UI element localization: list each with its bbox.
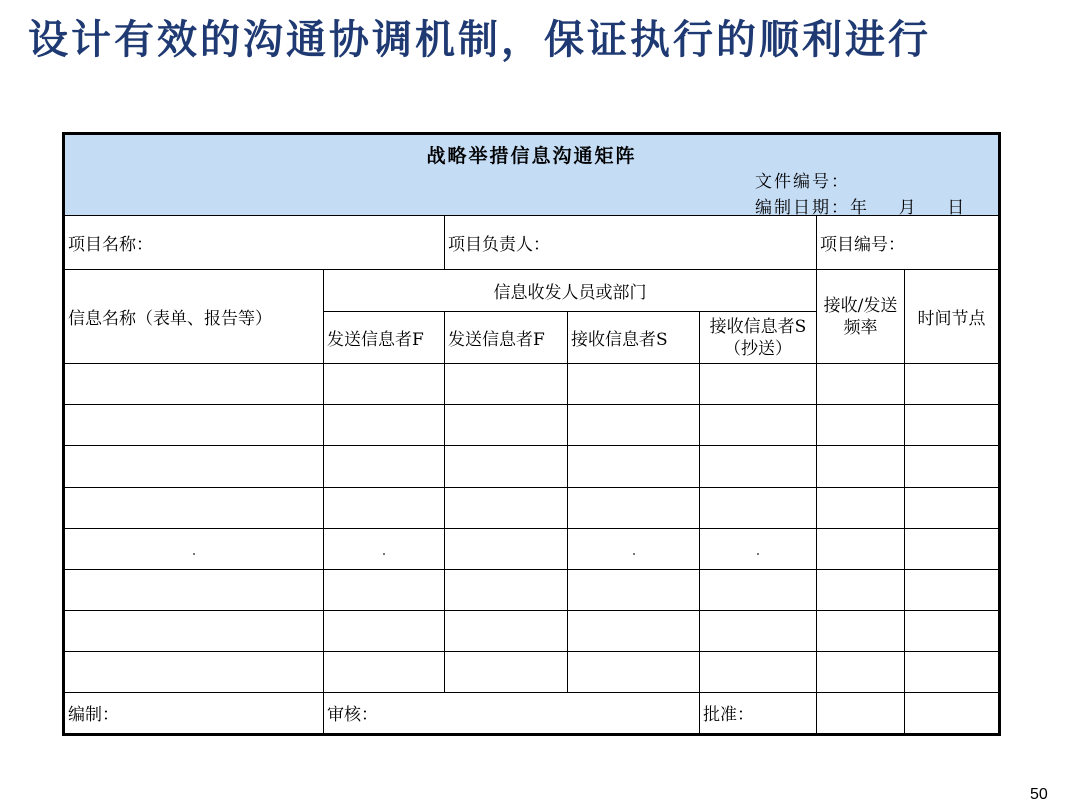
table-row xyxy=(64,364,1000,405)
table-cell[interactable] xyxy=(64,610,324,651)
table-cell[interactable] xyxy=(568,528,700,569)
project-name-cell[interactable] xyxy=(64,216,445,270)
prepared-by-cell[interactable] xyxy=(64,692,324,734)
table-cell[interactable] xyxy=(700,610,817,651)
stray-dot xyxy=(757,553,759,555)
col-info-name: 信息名称（表单、报告等） xyxy=(64,270,324,364)
table-cell[interactable] xyxy=(445,610,568,651)
prepared-date-label: 编制日期：年 月 日 xyxy=(755,198,967,218)
table-cell[interactable] xyxy=(445,405,568,446)
table-cell[interactable] xyxy=(324,610,445,651)
table-cell[interactable] xyxy=(445,651,568,692)
table-cell[interactable] xyxy=(568,610,700,651)
stray-dot xyxy=(383,553,385,555)
table-cell[interactable] xyxy=(324,651,445,692)
col-sender-f2: 发送信息者F xyxy=(445,312,568,364)
table-cell[interactable] xyxy=(905,651,1000,692)
project-info-row xyxy=(64,216,1000,270)
table-cell[interactable] xyxy=(817,692,905,734)
matrix-header xyxy=(64,134,1000,216)
table-row xyxy=(64,405,1000,446)
table-cell[interactable] xyxy=(324,405,445,446)
reviewed-by-cell[interactable] xyxy=(324,692,700,734)
col-sender-f1: 发送信息者F xyxy=(324,312,445,364)
table-cell[interactable] xyxy=(64,528,324,569)
table-cell[interactable] xyxy=(700,569,817,610)
table-cell[interactable] xyxy=(905,364,1000,405)
approved-by-cell[interactable] xyxy=(700,692,817,734)
table-cell[interactable] xyxy=(568,405,700,446)
table-cell[interactable] xyxy=(905,446,1000,487)
project-number-label: 项目编号： xyxy=(820,235,905,256)
table-cell[interactable] xyxy=(905,692,1000,734)
table-cell[interactable] xyxy=(324,364,445,405)
stray-dot xyxy=(193,553,195,555)
table-cell[interactable] xyxy=(700,651,817,692)
approved-by-label: 批准： xyxy=(703,705,754,726)
table-cell[interactable] xyxy=(64,569,324,610)
reviewed-by-label: 审核： xyxy=(327,705,378,726)
table-cell[interactable] xyxy=(324,528,445,569)
table-cell[interactable] xyxy=(905,528,1000,569)
table-cell[interactable] xyxy=(817,651,905,692)
slide-title: 设计有效的沟通协调机制，保证执行的顺利进行 xyxy=(28,17,931,63)
table-cell[interactable] xyxy=(445,528,568,569)
table-cell[interactable] xyxy=(324,569,445,610)
page-number: 50 xyxy=(1030,786,1048,803)
table-cell[interactable] xyxy=(445,364,568,405)
table-row xyxy=(64,528,1000,569)
table-cell[interactable] xyxy=(817,487,905,528)
table-cell[interactable] xyxy=(445,569,568,610)
table-cell[interactable] xyxy=(568,446,700,487)
table-row xyxy=(64,610,1000,651)
table-cell[interactable] xyxy=(568,651,700,692)
signoff-row xyxy=(64,692,1000,734)
table-cell[interactable] xyxy=(64,487,324,528)
table-cell[interactable] xyxy=(568,364,700,405)
table-cell[interactable] xyxy=(700,446,817,487)
table-cell[interactable] xyxy=(700,405,817,446)
table-row xyxy=(64,446,1000,487)
table-cell[interactable] xyxy=(817,364,905,405)
col-receiver-cc: 接收信息者S（抄送） xyxy=(700,312,817,364)
table-cell[interactable] xyxy=(445,446,568,487)
table-cell[interactable] xyxy=(64,364,324,405)
table-row xyxy=(64,569,1000,610)
table-cell[interactable] xyxy=(324,446,445,487)
col-group-recipients: 信息收发人员或部门 xyxy=(324,270,817,312)
table-cell[interactable] xyxy=(700,487,817,528)
table-cell[interactable] xyxy=(445,487,568,528)
matrix-header-row xyxy=(64,134,1000,216)
table-cell[interactable] xyxy=(64,405,324,446)
table-cell[interactable] xyxy=(700,364,817,405)
table-cell[interactable] xyxy=(905,610,1000,651)
column-header-row-1 xyxy=(64,270,1000,312)
communication-matrix-table xyxy=(62,132,1001,736)
col-receiver-s: 接收信息者S xyxy=(568,312,700,364)
table-cell[interactable] xyxy=(905,405,1000,446)
project-owner-label: 项目负责人： xyxy=(448,235,550,256)
table-cell[interactable] xyxy=(64,651,324,692)
prepared-by-label: 编制： xyxy=(68,705,119,726)
matrix-title: 战略举措信息沟通矩阵 xyxy=(426,145,637,167)
table-cell[interactable] xyxy=(817,405,905,446)
table-cell[interactable] xyxy=(817,446,905,487)
col-frequency: 接收/发送频率 xyxy=(817,270,905,364)
table-cell[interactable] xyxy=(905,569,1000,610)
table-cell[interactable] xyxy=(324,487,445,528)
table-cell[interactable] xyxy=(817,569,905,610)
table-cell[interactable] xyxy=(905,487,1000,528)
table-cell[interactable] xyxy=(64,446,324,487)
project-owner-cell[interactable] xyxy=(445,216,817,270)
table-cell[interactable] xyxy=(817,610,905,651)
table-cell[interactable] xyxy=(568,487,700,528)
table-row xyxy=(64,651,1000,692)
file-number-label: 文件编号： xyxy=(755,172,850,192)
stray-dot xyxy=(633,553,635,555)
table-cell[interactable] xyxy=(568,569,700,610)
col-time-node: 时间节点 xyxy=(905,270,1000,364)
project-name-label: 项目名称： xyxy=(68,235,153,256)
table-cell[interactable] xyxy=(700,528,817,569)
table-row xyxy=(64,487,1000,528)
project-number-cell[interactable] xyxy=(817,216,1000,270)
table-cell[interactable] xyxy=(817,528,905,569)
